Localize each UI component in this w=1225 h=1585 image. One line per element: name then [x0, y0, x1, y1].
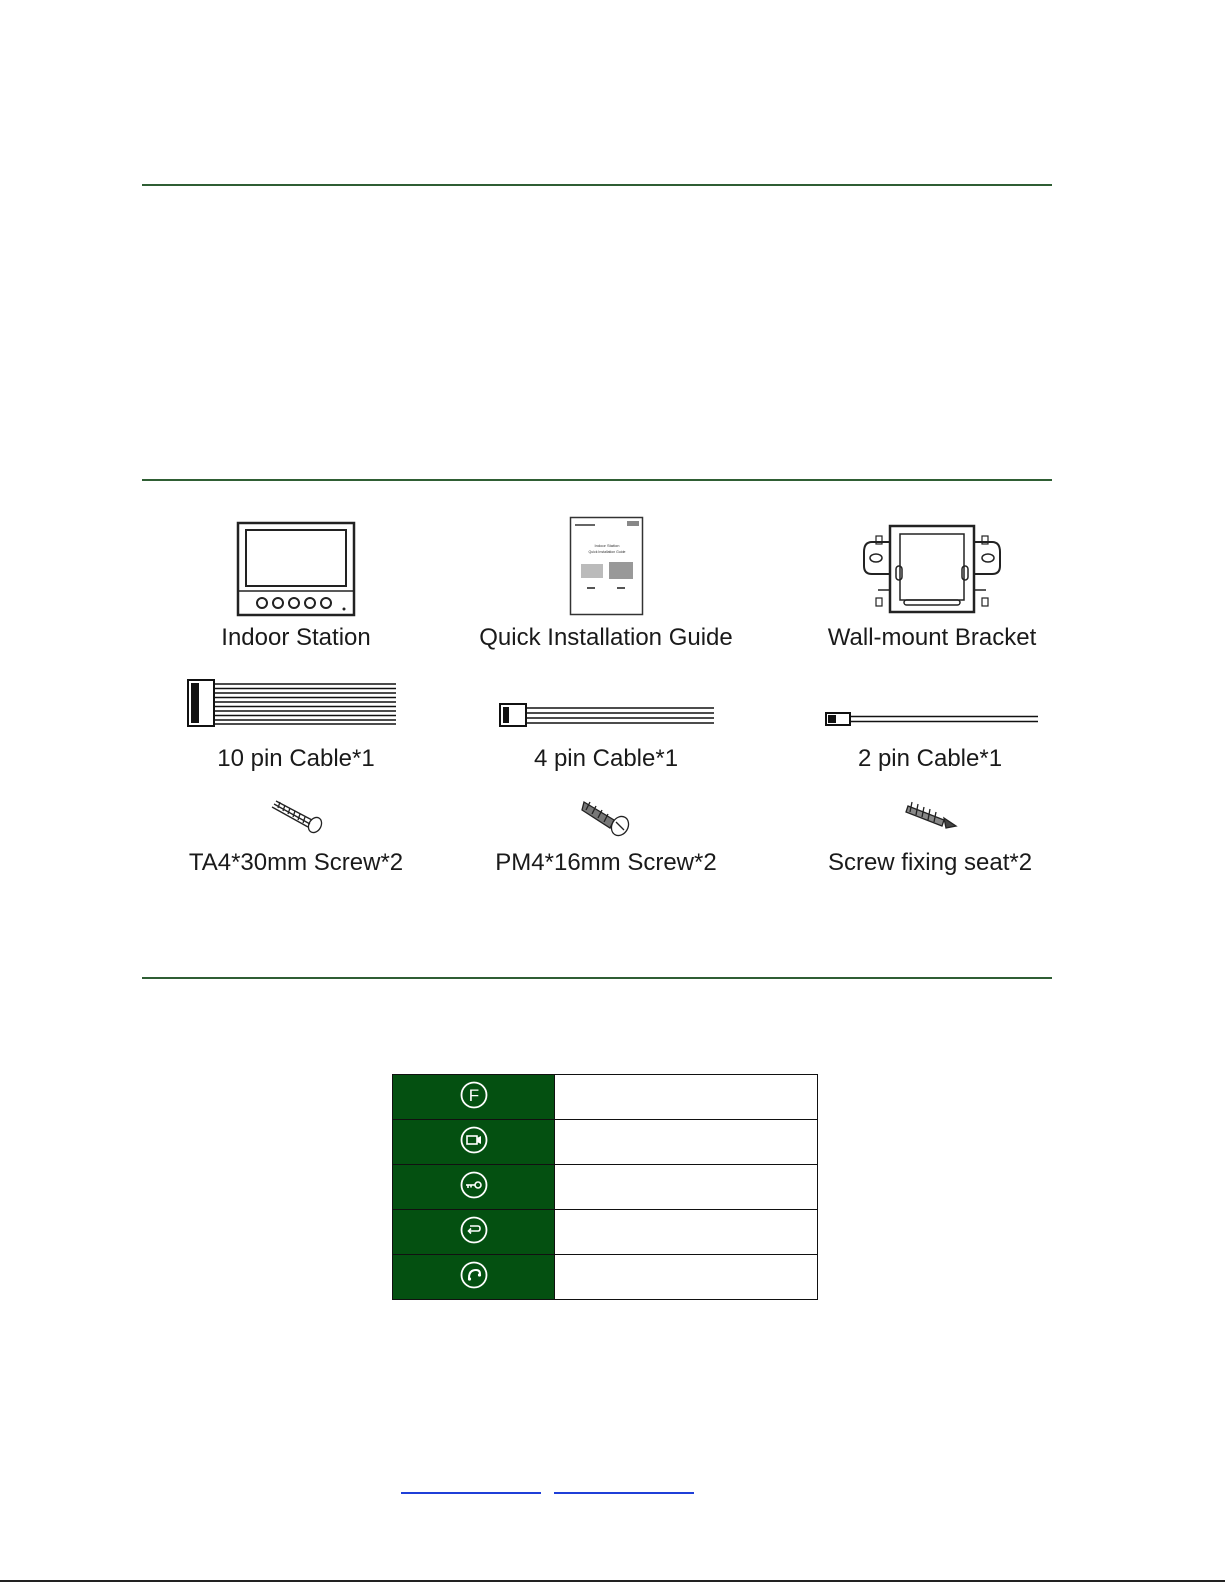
caption-screw-ta4: TA4*30mm Screw*2: [188, 849, 404, 876]
fixing-seat-image: [904, 798, 960, 834]
description-cell: [555, 1120, 818, 1165]
section-rule-2: [142, 479, 1052, 481]
table-row: [393, 1255, 818, 1300]
cable-4pin-image: [498, 702, 716, 728]
caption-cable-4pin: 4 pin Cable*1: [533, 745, 679, 772]
cable-2pin-image: [824, 711, 1040, 727]
cable-10pin-image: [186, 678, 398, 728]
caption-wall-bracket: Wall-mount Bracket: [827, 624, 1037, 651]
caption-cable-10pin: 10 pin Cable*1: [217, 745, 375, 772]
table-row: [393, 1120, 818, 1165]
hang-up-icon: [459, 1260, 489, 1290]
wall-bracket-image: [862, 522, 1002, 616]
page-bottom-rule: [0, 1580, 1225, 1582]
icon-cell: [393, 1075, 555, 1120]
table-row: [393, 1075, 818, 1120]
footer-link-1[interactable]: [401, 1492, 541, 1494]
caption-indoor-station: Indoor Station: [221, 624, 371, 651]
caption-cable-2pin: 2 pin Cable*1: [857, 745, 1003, 772]
caption-quick-guide: Quick Installation Guide: [479, 624, 733, 651]
quick-guide-image: [569, 516, 645, 618]
section-rule-1: [142, 184, 1052, 186]
description-cell: [555, 1255, 818, 1300]
icon-cell: [393, 1210, 555, 1255]
guide-title-1: Indoor Station: [594, 543, 620, 548]
unlock-key-icon: [459, 1170, 489, 1200]
description-cell: [555, 1165, 818, 1210]
camera-icon: [459, 1125, 489, 1155]
table-row: [393, 1165, 818, 1210]
screw-ta4-image: [270, 800, 326, 836]
footer-link-2[interactable]: [554, 1492, 694, 1494]
screw-pm4-image: [580, 796, 634, 838]
description-cell: [555, 1210, 818, 1255]
caption-fixing-seat: Screw fixing seat*2: [827, 849, 1033, 876]
icon-cell: [393, 1255, 555, 1300]
return-icon: [459, 1215, 489, 1245]
button-function-table: [392, 1074, 818, 1300]
function-f-icon: [459, 1080, 489, 1110]
section-rule-3: [142, 977, 1052, 979]
icon-cell: [393, 1120, 555, 1165]
guide-title-2: Quick Installation Guide: [588, 550, 626, 554]
icon-cell: [393, 1165, 555, 1210]
table-row: [393, 1210, 818, 1255]
indoor-station-image: [236, 521, 356, 617]
f-glyph: F: [468, 1085, 479, 1105]
description-cell: [555, 1075, 818, 1120]
caption-screw-pm4: PM4*16mm Screw*2: [495, 849, 717, 876]
